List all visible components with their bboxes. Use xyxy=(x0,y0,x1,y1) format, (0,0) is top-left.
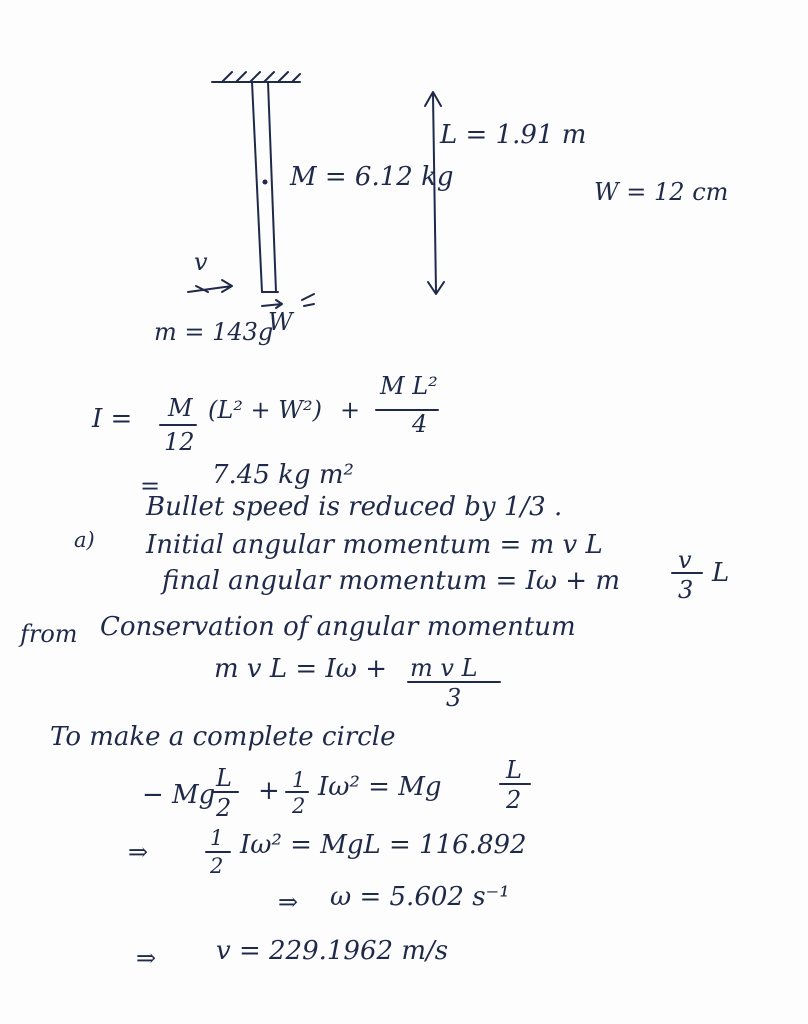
inertia-term1-num: M xyxy=(168,394,193,422)
half-rest: Iω² = MgL = 116.892 xyxy=(240,830,527,860)
bullet-arrow xyxy=(188,280,232,292)
from-label: from xyxy=(20,620,78,648)
inertia-term1-den: 12 xyxy=(164,428,195,456)
final-frac-num: v xyxy=(678,546,692,574)
cons-frac-num: m v L xyxy=(410,654,478,682)
energy-frac3-num: L xyxy=(506,756,522,784)
length-arrow-line xyxy=(433,95,436,292)
energy-plus: + xyxy=(258,776,280,806)
inertia-term1-paren: (L² + W²) xyxy=(208,396,322,424)
energy-frac2-num: 1 xyxy=(292,768,306,792)
w-vector-label: W xyxy=(268,308,293,336)
implies-1: ⇒ xyxy=(128,838,149,866)
omega-line: ω = 5.602 s⁻¹ xyxy=(330,882,510,912)
energy-lhs: − Mg xyxy=(142,780,216,810)
inertia-result: 7.45 kg m² xyxy=(212,460,354,490)
initial-line: Initial angular momentum = m v L xyxy=(146,530,603,560)
bullet-mass-label: m = 143g xyxy=(154,318,274,346)
implies-2: ⇒ xyxy=(278,888,299,916)
length-label: L = 1.91 m xyxy=(440,120,587,150)
rod-mass-label: M = 6.12 kg xyxy=(290,162,454,192)
energy-frac3-den: 2 xyxy=(506,786,522,814)
rod-left-edge xyxy=(252,82,262,292)
bullet-line: Bullet speed is reduced by 1/3 . xyxy=(146,492,563,522)
energy-frac1-den: 2 xyxy=(216,794,232,822)
cons-frac-den: 3 xyxy=(446,684,462,712)
circle-line: To make a complete circle xyxy=(50,722,396,752)
half-num: 1 xyxy=(210,826,224,850)
final-tail: L xyxy=(712,558,730,588)
width-label: W = 12 cm xyxy=(594,178,729,206)
energy-frac2-den: 2 xyxy=(292,794,306,818)
part-a-label: a) xyxy=(74,528,95,552)
velocity-symbol: v xyxy=(194,248,208,276)
energy-frac1-num: L xyxy=(216,764,232,792)
final-line-text: final angular momentum = Iω + m xyxy=(162,566,621,596)
inertia-lhs: I = xyxy=(92,404,133,434)
velocity-line: v = 229.1962 m/s xyxy=(216,936,449,966)
half-den: 2 xyxy=(210,854,224,878)
inertia-term2-num: M L² xyxy=(380,372,438,400)
cons-eq-text: m v L = Iω + xyxy=(214,654,387,684)
final-frac-den: 3 xyxy=(678,576,694,604)
w-vector-arrow xyxy=(262,300,282,308)
rod-right-edge xyxy=(268,82,276,292)
inertia-term2-den: 4 xyxy=(412,410,428,438)
implies-3: ⇒ xyxy=(136,944,157,972)
conservation-line: Conservation of angular momentum xyxy=(100,612,576,642)
w-mark xyxy=(302,294,314,306)
ceiling-hatching xyxy=(222,72,300,82)
energy-iw: Iω² = Mg xyxy=(318,772,442,802)
center-of-mass-dot xyxy=(263,180,268,185)
inertia-eq: = xyxy=(140,472,161,500)
inertia-plus: + xyxy=(340,396,361,424)
